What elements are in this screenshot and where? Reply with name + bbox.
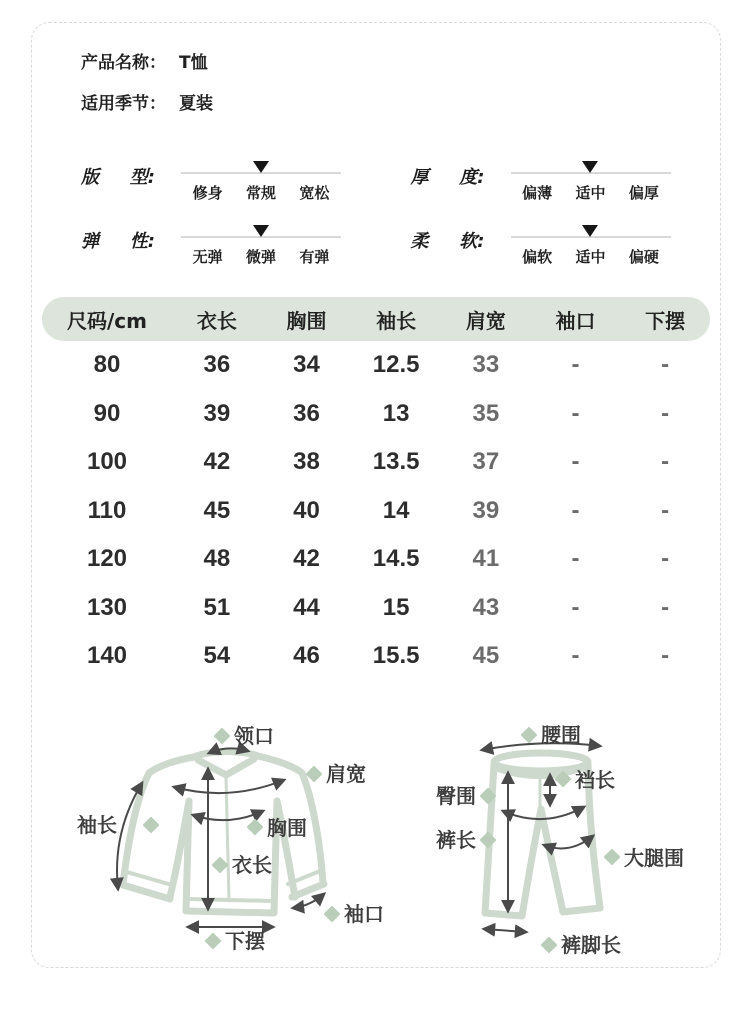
diamond-icon	[247, 818, 264, 835]
pants-label-length: 裤长	[436, 827, 476, 852]
pants-label-waist: 腰围	[541, 722, 581, 747]
diamond-icon	[521, 726, 538, 743]
scale-option: 适中	[575, 248, 606, 266]
diamond-icon	[604, 848, 621, 865]
shirt-label-hem: 下摆	[225, 928, 265, 953]
size-table	[32, 297, 720, 681]
shirt-label-shoulder: 肩宽	[326, 761, 366, 786]
attr-elasticity-scale	[181, 225, 341, 281]
triangle-marker-icon	[582, 161, 598, 173]
pants-label-hip: 臀围	[436, 783, 476, 808]
col-header-chest: 胸围	[286, 308, 327, 333]
shirt-measurement-diagram	[52, 705, 392, 967]
scale-option: 修身	[192, 184, 223, 202]
triangle-marker-icon	[253, 225, 269, 237]
season-label: 适用季节：	[81, 93, 166, 114]
size-table-header	[42, 297, 710, 341]
attr-elasticity-label: 弹 性:	[81, 231, 155, 252]
measurement-diagrams	[32, 705, 720, 967]
season-row	[81, 88, 720, 114]
col-header-hem: 下摆	[645, 308, 686, 333]
scale-option: 常规	[245, 184, 276, 202]
col-header-length: 衣长	[196, 308, 237, 333]
shirt-label-chest: 胸围	[267, 815, 307, 840]
table-row: 90 39 36 13 35 - -	[93, 399, 670, 427]
pants-measurement-diagram	[416, 705, 716, 967]
shirt-label-cuff: 袖口	[344, 901, 384, 926]
attribute-sliders	[32, 129, 720, 285]
attr-softness-label: 柔 软:	[410, 231, 485, 252]
diamond-icon	[143, 816, 160, 833]
product-info	[32, 23, 720, 114]
product-name-value: T恤	[179, 52, 208, 73]
scale-option: 宽松	[299, 184, 330, 202]
attr-fit-label: 版 型:	[81, 167, 155, 188]
attr-softness	[411, 225, 711, 285]
col-header-sleeve: 袖长	[376, 308, 417, 333]
col-header-cuff: 袖口	[555, 308, 596, 333]
season-value: 夏装	[179, 93, 213, 114]
diamond-icon	[324, 905, 341, 922]
scale-option: 有弹	[299, 248, 330, 266]
diamond-icon	[214, 727, 231, 744]
diamond-icon	[541, 936, 558, 953]
table-row: 120 48 42 14.5 41 - -	[86, 545, 670, 573]
attr-fit	[81, 161, 381, 221]
scale-option: 无弹	[192, 248, 223, 266]
table-row: 140 54 46 15.5 45 - -	[86, 642, 670, 670]
attr-thickness-label: 厚 度:	[410, 167, 485, 188]
col-header-shoulder: 肩宽	[465, 308, 506, 333]
shirt-label-sleeve-length: 袖长	[77, 812, 117, 837]
pants-label-leg-opening: 裤脚长	[561, 932, 621, 957]
pants-labels	[436, 723, 684, 957]
scale-option: 微弹	[245, 248, 276, 266]
table-row: 80 36 34 12.5 33 - -	[93, 351, 670, 379]
table-row: 100 42 38 13.5 37 - -	[86, 448, 670, 476]
triangle-marker-icon	[253, 161, 269, 173]
scale-option: 偏厚	[628, 184, 659, 202]
diamond-icon	[480, 831, 497, 848]
attr-softness-scale	[511, 225, 671, 281]
attr-fit-scale	[181, 161, 341, 217]
triangle-marker-icon	[582, 225, 598, 237]
scale-option: 偏软	[522, 248, 553, 266]
pants-label-crotch: 裆长	[575, 767, 615, 792]
table-row: 110 45 40 14 39 - -	[87, 496, 670, 524]
pants-label-thigh: 大腿围	[624, 845, 684, 870]
attr-thickness-scale	[511, 161, 671, 217]
attr-elasticity	[81, 225, 381, 285]
product-name-row	[81, 47, 720, 73]
attr-thickness	[411, 161, 711, 221]
diamond-icon	[205, 932, 222, 949]
col-header-size: 尺码/cm	[67, 308, 147, 333]
scale-option: 偏硬	[628, 248, 659, 266]
shirt-labels	[77, 724, 384, 953]
product-info-card	[31, 22, 721, 968]
scale-option: 偏薄	[522, 184, 553, 202]
shirt-label-length: 衣长	[232, 852, 272, 877]
shirt-label-collar: 领口	[234, 723, 274, 748]
diamond-icon	[212, 856, 229, 873]
product-name-label: 产品名称：	[81, 52, 166, 73]
table-row: 130 51 44 15 43 - -	[86, 593, 670, 621]
scale-option: 适中	[575, 184, 606, 202]
